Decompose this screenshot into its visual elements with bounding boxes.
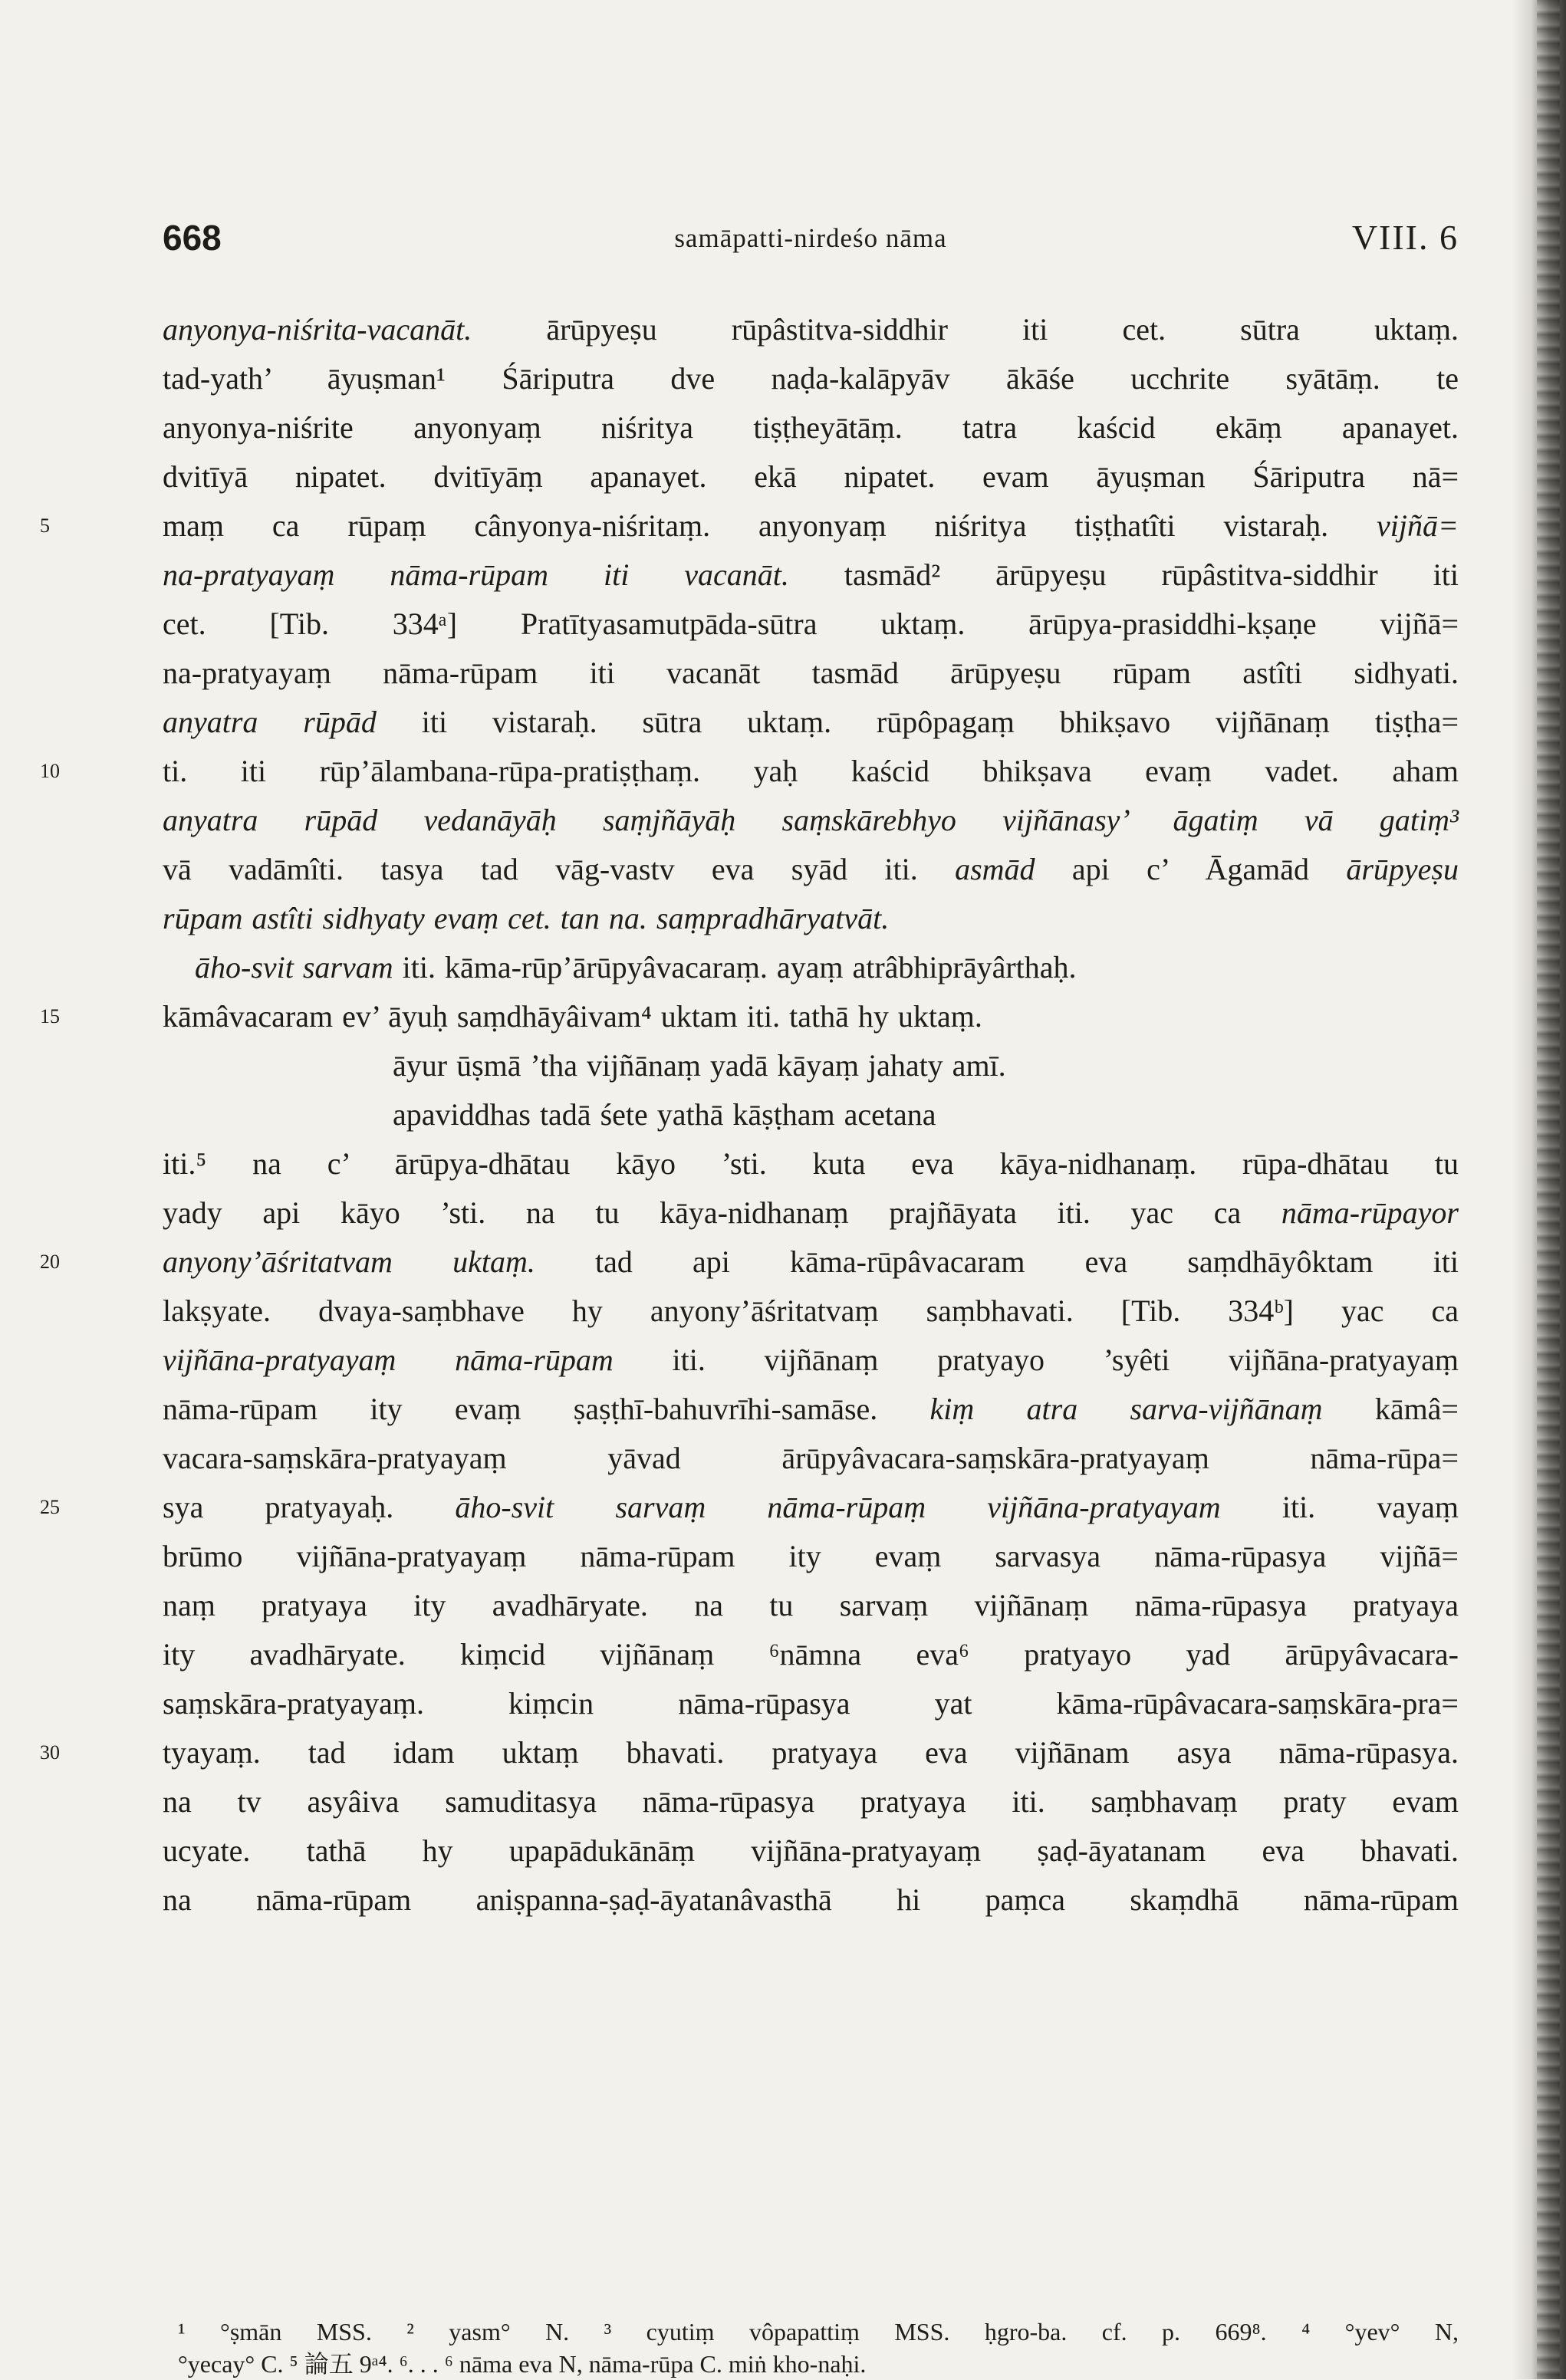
text-line: nāma-rūpam ity evaṃ ṣaṣṭhī-bahuvrīhi-samāse. kiṃ atra sarva-vijñānaṃ kāmâ= [163, 1392, 1459, 1426]
text-line: cet. [Tib. 334ᵃ] Pratītyasamutpāda-sūtra uktaṃ. ārūpya-prasiddhi-kṣaṇe vijñā= [163, 607, 1459, 641]
text-line: kāmâvacaram ev’ āyuḥ saṃdhāyâivam⁴ uktam iti. tathā hy uktaṃ. [163, 999, 982, 1034]
verse-line: āyur ūṣmā ’tha vijñānaṃ yadā kāyaṃ jahaty amī. [393, 1048, 1006, 1083]
text-line: anyatra rūpād iti vistaraḥ. sūtra uktaṃ. rūpôpagaṃ bhikṣavo vijñānaṃ tiṣṭha= [163, 705, 1459, 739]
text-line: anyatra rūpād vedanāyāḥ saṃjñāyāḥ saṃskārebhyo vijñānasy’ āgatiṃ vā gatiṃ³ [163, 803, 1459, 837]
text-line: brūmo vijñāna-pratyayaṃ nāma-rūpam ity evaṃ sarvasya nāma-rūpasya vijñā= [163, 1539, 1459, 1573]
text-line: na tv asyâiva samuditasya nāma-rūpasya pratyaya iti. saṃbhavaṃ praty evam [163, 1784, 1459, 1819]
text-line: yady api kāyo ’sti. na tu kāya-nidhanaṃ prajñāyata iti. yac ca nāma-rūpayor [163, 1195, 1459, 1230]
page-number: 668 [163, 218, 222, 258]
text-line: na-pratyayaṃ nāma-rūpam iti vacanāt. tasmād² ārūpyeṣu rūpâstitva-siddhir iti [163, 557, 1459, 592]
text-line: na nāma-rūpam aniṣpanna-ṣaḍ-āyatanâvasthā hi paṃca skaṃdhā nāma-rūpam [163, 1882, 1459, 1917]
text-line: anyonya-niśrite anyonyaṃ niśritya tiṣṭheyātāṃ. tatra kaścid ekāṃ apanayet. [163, 410, 1459, 445]
text-line: āho-svit sarvam iti. kāma-rūp’ārūpyâvacaraṃ. ayaṃ atrâbhiprāyârthaḥ. [195, 950, 1077, 985]
text-line: anyony’āśritatvam uktaṃ. tad api kāma-rūpâvacaram eva saṃdhāyôktam iti [163, 1244, 1459, 1279]
text-line: dvitīyā nipatet. dvitīyāṃ apanayet. ekā nipatet. evam āyuṣman Śāriputra nā= [163, 459, 1459, 494]
text-line: ucyate. tathā hy upapādukānāṃ vijñāna-pratyayaṃ ṣaḍ-āyatanam eva bhavati. [163, 1833, 1459, 1868]
main-text [163, 305, 1459, 1925]
text-line: maṃ ca rūpaṃ cânyonya-niśritaṃ. anyonyaṃ niśritya tiṣṭhatîti vistaraḥ. vijñā= [163, 508, 1459, 543]
text-line: anyonya-niśrita-vacanāt. ārūpyeṣu rūpâstitva-siddhir iti cet. sūtra uktaṃ. [163, 312, 1459, 347]
text-line: rūpam astîti sidhyaty evaṃ cet. tan na. saṃpradhāryatvāt. [163, 901, 890, 935]
footnote-line: ¹ °ṣmān MSS. ² yasm° N. ³ cyutiṃ vôpapattiṃ MSS. ḥgro-ba. cf. p. 669⁸. ⁴ °yev° N, [178, 2318, 1459, 2345]
text-line: vijñāna-pratyayaṃ nāma-rūpam iti. vijñānaṃ pratyayo ’syêti vijñāna-pratyayaṃ [163, 1343, 1459, 1377]
line-number: 20 [40, 1251, 60, 1273]
text-line: ity avadhāryate. kiṃcid vijñānaṃ ⁶nāmna eva⁶ pratyayo yad ārūpyâvacara- [163, 1637, 1459, 1672]
footnote-line: °yecay° C. ⁵ 論五 9ᵃ⁴. ⁶. . . ⁶ nāma eva N, nāma-rūpa C. miṅ kho-naḥi. [178, 2350, 867, 2378]
line-number: 5 [40, 514, 50, 537]
text-line: tad-yath’ āyuṣman¹ Śāriputra dve naḍa-kalāpyāv ākāśe ucchrite syātāṃ. te [163, 361, 1459, 396]
section-number: VIII. 6 [1351, 218, 1459, 257]
verse-line: apaviddhas tadā śete yathā kāṣṭham acetana [393, 1097, 936, 1132]
running-title: samāpatti-nirdeśo nāma [674, 223, 947, 253]
text-line: iti.⁵ na c’ ārūpya-dhātau kāyo ’sti. kuta eva kāya-nidhanaṃ. rūpa-dhātau tu [163, 1146, 1459, 1181]
footnotes [178, 2316, 1459, 2380]
text-line: sya pratyayaḥ. āho-svit sarvaṃ nāma-rūpaṃ vijñāna-pratyayam iti. vayaṃ [163, 1490, 1459, 1524]
text-line: tyayaṃ. tad idam uktaṃ bhavati. pratyaya eva vijñānam asya nāma-rūpasya. [163, 1735, 1459, 1770]
line-number: 10 [40, 760, 60, 782]
text-line: vā vadāmîti. tasya tad vāg-vastv eva syād iti. asmād api c’ Āgamād ārūpyeṣu [163, 852, 1459, 886]
text-line: ti. iti rūp’ālambana-rūpa-pratiṣṭhaṃ. yaḥ kaścid bhikṣava evaṃ vadet. aham [163, 754, 1459, 788]
page-edge-texture [1537, 0, 1560, 2379]
line-number: 15 [40, 1005, 60, 1027]
text-line: lakṣyate. dvaya-saṃbhave hy anyony’āśritatvaṃ saṃbhavati. [Tib. 334ᵇ] yac ca [163, 1294, 1459, 1328]
line-number: 30 [40, 1741, 60, 1764]
text-line: vacara-saṃskāra-pratyayaṃ yāvad ārūpyâvacara-saṃskāra-pratyayaṃ nāma-rūpa= [163, 1441, 1459, 1475]
line-number: 25 [40, 1496, 60, 1518]
text-line: saṃskāra-pratyayaṃ. kiṃcin nāma-rūpasya yat kāma-rūpâvacara-saṃskāra-pra= [163, 1686, 1459, 1721]
text-line: na-pratyayaṃ nāma-rūpam iti vacanāt tasmād ārūpyeṣu rūpam astîti sidhyati. [163, 656, 1459, 690]
running-header [163, 217, 1459, 271]
text-line: naṃ pratyaya ity avadhāryate. na tu sarvaṃ vijñānaṃ nāma-rūpasya pratyaya [163, 1588, 1459, 1622]
